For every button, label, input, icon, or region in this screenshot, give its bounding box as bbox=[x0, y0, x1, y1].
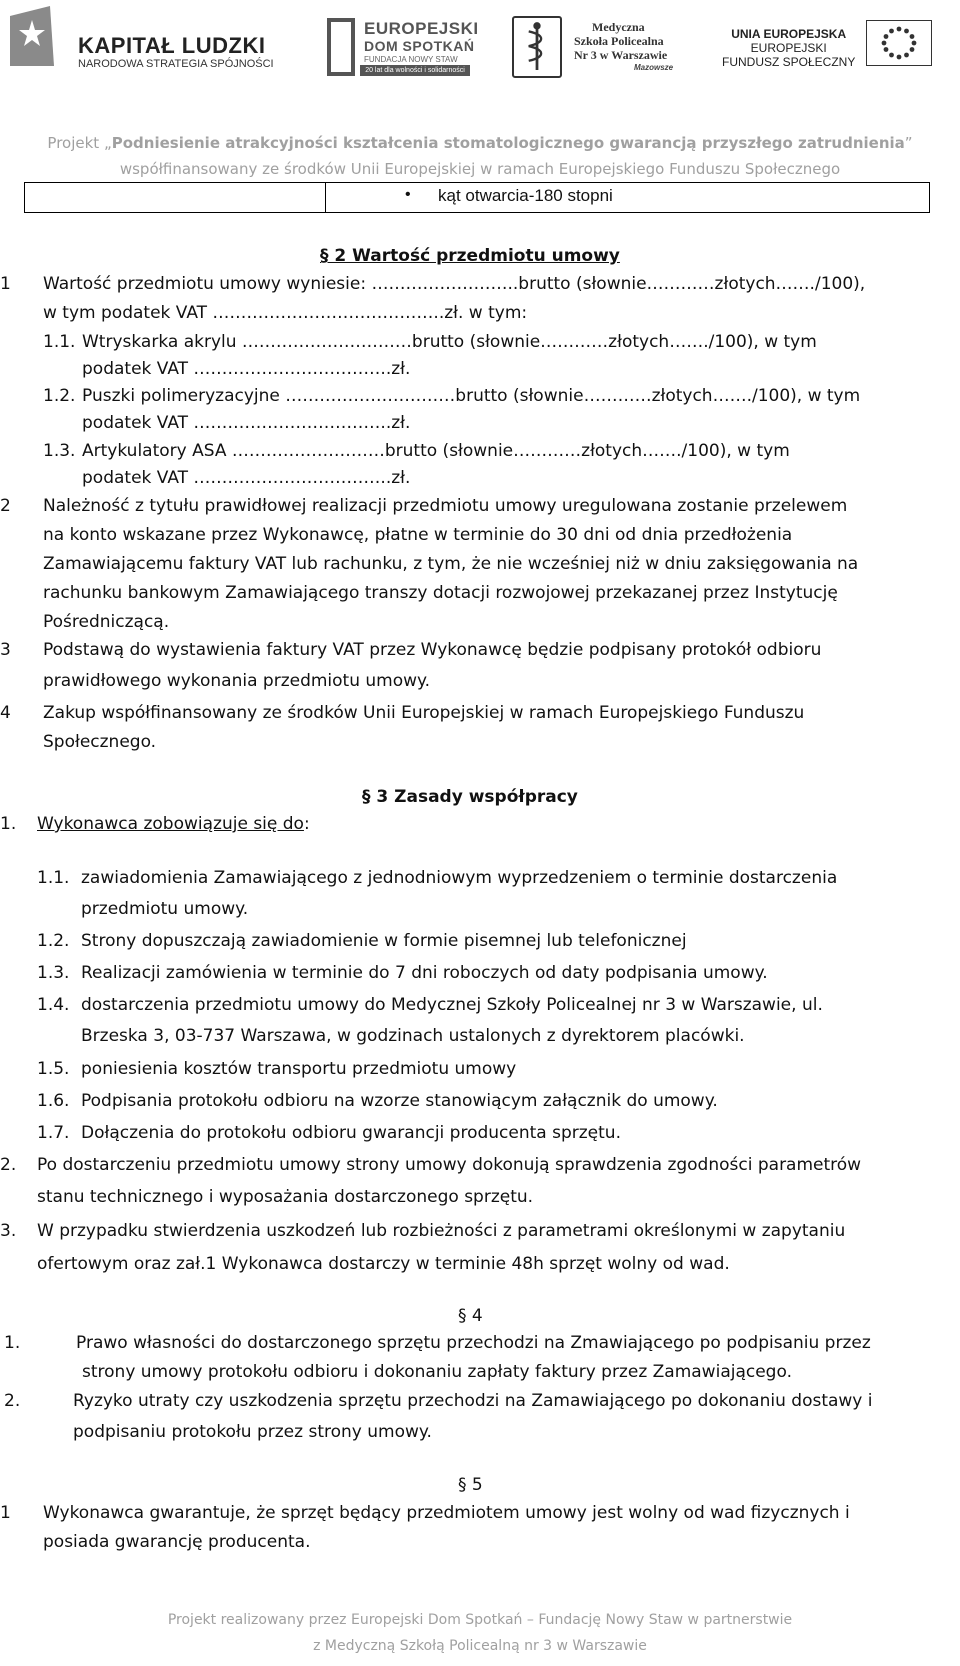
s3-i16-num: 1.6. bbox=[37, 1091, 70, 1111]
s3-i11-line1: zawiadomienia Zamawiającego z jednodniowym wyprzedzeniem o terminie dostarczenia bbox=[81, 868, 838, 888]
s3-i17-num: 1.7. bbox=[37, 1123, 70, 1143]
eu-line1: UNIA EUROPEJSKA bbox=[731, 27, 847, 41]
s2-p4-line1: Zakup współfinansowany ze środków Unii Europejskiej w ramach Europejskiego Funduszu bbox=[43, 703, 805, 723]
project-header-prefix: Projekt „ bbox=[47, 134, 112, 152]
project-header bbox=[0, 134, 960, 152]
s3-p3-line2: ofertowym oraz zał.1 Wykonawca dostarczy w terminie 48h sprzęt wolny od wad. bbox=[37, 1254, 730, 1274]
s2-p1-line1: Wartość przedmiotu umowy wyniesie: ……………………..brutto (słownie…………złotych……./100), bbox=[43, 274, 866, 294]
s3-i15-num: 1.5. bbox=[37, 1059, 70, 1079]
eu-fund-text bbox=[722, 27, 855, 69]
s3-i17-line1: Dołączenia do protokołu odbioru gwarancji producenta sprzętu. bbox=[81, 1123, 621, 1143]
s2-p3-line2: prawidłowego wykonania przedmiotu umowy. bbox=[43, 671, 431, 691]
section-4-heading: § 4 bbox=[458, 1306, 483, 1326]
table-divider bbox=[325, 183, 326, 212]
s2-i11-line2: podatek VAT ……………………………..zł. bbox=[82, 359, 411, 379]
mazowsze-label: Mazowsze bbox=[634, 63, 674, 72]
section-2-heading: § 2 Wartość przedmiotu umowy bbox=[320, 246, 620, 266]
s2-i13-num: 1.3. bbox=[43, 441, 76, 461]
s2-p2-line3: Zamawiającemu faktury VAT lub rachunku, z tym, że nie wcześniej niż w dniu zaksięgowania na bbox=[43, 554, 859, 574]
kapital-ludzki-logo-icon bbox=[10, 6, 54, 66]
s2-p1-num: 1 bbox=[0, 274, 11, 294]
s3-p3-line1: W przypadku stwierdzenia uszkodzeń lub rozbieżności z parametrami określonymi w zapytaniu bbox=[37, 1221, 846, 1241]
s3-i14-num: 1.4. bbox=[37, 995, 70, 1015]
s4-p2-line1: Ryzyko utraty czy uszkodzenia sprzętu przechodzi na Zamawiającego po dokonaniu dostawy i bbox=[73, 1391, 873, 1411]
s4-p1-line1: Prawo własności do dostarczonego sprzętu przechodzi na Zmawiającego po podpisaniu przez bbox=[76, 1333, 871, 1353]
s3-i15-line1: poniesienia kosztów transportu przedmiotu umowy bbox=[81, 1059, 517, 1079]
section-5-heading: § 5 bbox=[458, 1475, 483, 1495]
s2-p2-line4: rachunku bankowym Zamawiającego transzy dotacji rozwojowej przekazanej przez Instytucję bbox=[43, 583, 838, 603]
s4-p1-num: 1. bbox=[4, 1333, 21, 1353]
medical-school-line2: Szkoła Policealna bbox=[574, 34, 664, 48]
s4-p1-line2: strony umowy protokołu odbioru i dokonaniu zapłaty faktury przez Zamawiającego. bbox=[82, 1362, 792, 1382]
s3-i14-line1: dostarczenia przedmiotu umowy do Medycznej Szkoły Policealnej nr 3 w Warszawie, ul. bbox=[81, 995, 823, 1015]
kapital-ludzki-title: KAPITAŁ LUDZKI bbox=[78, 33, 266, 58]
footer-line1: Projekt realizowany przez Europejski Dom Spotkań – Fundację Nowy Staw w partnerstwie bbox=[167, 1612, 793, 1628]
medical-school-name bbox=[574, 20, 667, 62]
s3-p1-colon: : bbox=[303, 814, 310, 834]
s3-p3-num: 3. bbox=[0, 1221, 17, 1241]
table-bullet: • bbox=[405, 186, 411, 203]
section-3-heading: § 3 Zasady współpracy bbox=[362, 787, 578, 807]
table-cell-text: kąt otwarcia-180 stopni bbox=[438, 186, 613, 205]
s2-p2-line1: Należność z tytułu prawidłowej realizacji przedmiotu umowy uregulowana zostanie przelewem bbox=[43, 496, 848, 516]
s5-p1-num: 1 bbox=[0, 1503, 11, 1523]
footer-line2: z Medyczną Szkołą Policealną nr 3 w Warszawie bbox=[313, 1638, 647, 1654]
s3-p1-num: 1. bbox=[0, 814, 17, 834]
s3-p2-num: 2. bbox=[0, 1155, 17, 1175]
s2-p2-line2: na konto wskazane przez Wykonawcę, płatne w terminie do 30 dni od dnia przedłożenia bbox=[43, 525, 793, 545]
s3-i16-line1: Podpisania protokołu odbioru na wzorze stanowiącym załącznik do umowy. bbox=[81, 1091, 718, 1111]
eds-logo-line3: FUNDACJA NOWY STAW bbox=[364, 55, 458, 64]
s3-i11-num: 1.1. bbox=[37, 868, 70, 888]
eds-logo-line2: DOM SPOTKAŃ bbox=[364, 38, 475, 54]
s2-p4-line2: Społecznego. bbox=[43, 732, 157, 752]
s2-p1-line2: w tym podatek VAT …………………………………..zł. w tym: bbox=[43, 303, 528, 323]
project-header-suffix: ” bbox=[904, 134, 913, 152]
s3-i11-line2: przedmiotu umowy. bbox=[81, 899, 249, 919]
eu-flag-icon bbox=[866, 20, 932, 66]
s2-i11-num: 1.1. bbox=[43, 332, 76, 352]
eds-logo-icon bbox=[327, 18, 355, 76]
s3-p1-label: Wykonawca zobowiązuje się do bbox=[37, 814, 304, 834]
kapital-ludzki-subtitle: NARODOWA STRATEGIA SPÓJNOŚCI bbox=[78, 58, 274, 70]
s3-i13-num: 1.3. bbox=[37, 963, 70, 983]
s3-i12-line1: Strony dopuszczają zawiadomienie w formie pisemnej lub telefonicznej bbox=[81, 931, 687, 951]
s2-i12-num: 1.2. bbox=[43, 386, 76, 406]
s2-p2-num: 2 bbox=[0, 496, 11, 516]
s3-p2-line2: stanu technicznego i wyposażania dostarczonego sprzętu. bbox=[37, 1187, 534, 1207]
s5-p1-line1: Wykonawca gwarantuje, że sprzęt będący przedmiotem umowy jest wolny od wad fizycznych i bbox=[43, 1503, 850, 1523]
s2-i12-line2: podatek VAT ……………………………..zł. bbox=[82, 413, 411, 433]
s2-p3-line1: Podstawą do wystawienia faktury VAT przez Wykonawcę będzie podpisany protokół odbioru bbox=[43, 640, 822, 660]
spec-table-row bbox=[24, 182, 930, 213]
s3-i14-line2: Brzeska 3, 03-737 Warszawa, w godzinach ustalonych z dyrektorem placówki. bbox=[81, 1026, 745, 1046]
s2-i13-line1: Artykulatory ASA ………………………brutto (słownie…………złotych……./100), w tym bbox=[82, 441, 790, 461]
s3-i12-num: 1.2. bbox=[37, 931, 70, 951]
s5-p1-line2: posiada gwarancję producenta. bbox=[43, 1532, 311, 1552]
eu-line3: FUNDUSZ SPOŁECZNY bbox=[722, 55, 856, 69]
s3-p1-label-wrap bbox=[37, 813, 310, 835]
medical-school-line3: Nr 3 w Warszawie bbox=[574, 48, 668, 62]
logo-bar bbox=[0, 0, 960, 90]
medical-school-line1: Medyczna bbox=[592, 20, 645, 34]
project-header-line2: współfinansowany ze środków Unii Europejskiej w ramach Europejskiego Funduszu Społecznego bbox=[119, 160, 841, 178]
eds-logo-line1: EUROPEJSKI bbox=[364, 19, 479, 38]
s2-p2-line5: Pośredniczącą. bbox=[43, 612, 170, 632]
eu-line2: EUROPEJSKI bbox=[750, 41, 827, 55]
s3-i13-line1: Realizacji zamówienia w terminie do 7 dni roboczych od daty podpisania umowy. bbox=[81, 963, 768, 983]
project-header-title: Podniesienie atrakcyjności kształcenia stomatologicznego gwarancją przyszłego zatrudnienia bbox=[111, 134, 905, 152]
s4-p2-num: 2. bbox=[4, 1391, 21, 1411]
medical-school-emblem-icon bbox=[512, 16, 562, 78]
s2-i13-line2: podatek VAT ……………………………..zł. bbox=[82, 468, 411, 488]
s3-p2-line1: Po dostarczeniu przedmiotu umowy strony umowy dokonują sprawdzenia zgodności parametrów bbox=[37, 1155, 862, 1175]
s4-p2-line2: podpisaniu protokołu przez strony umowy. bbox=[73, 1422, 432, 1442]
s2-i12-line1: Puszki polimeryzacyjne …………………………brutto (słownie…………złotych……./100), w tym bbox=[82, 386, 861, 406]
s2-p3-num: 3 bbox=[0, 640, 11, 660]
s2-p4-num: 4 bbox=[0, 703, 11, 723]
s2-i11-line1: Wtryskarka akrylu …………………………brutto (słownie…………złotych……./100), w tym bbox=[82, 332, 817, 352]
eds-logo-line4: 20 lat dla wolności i solidarności bbox=[360, 65, 470, 76]
